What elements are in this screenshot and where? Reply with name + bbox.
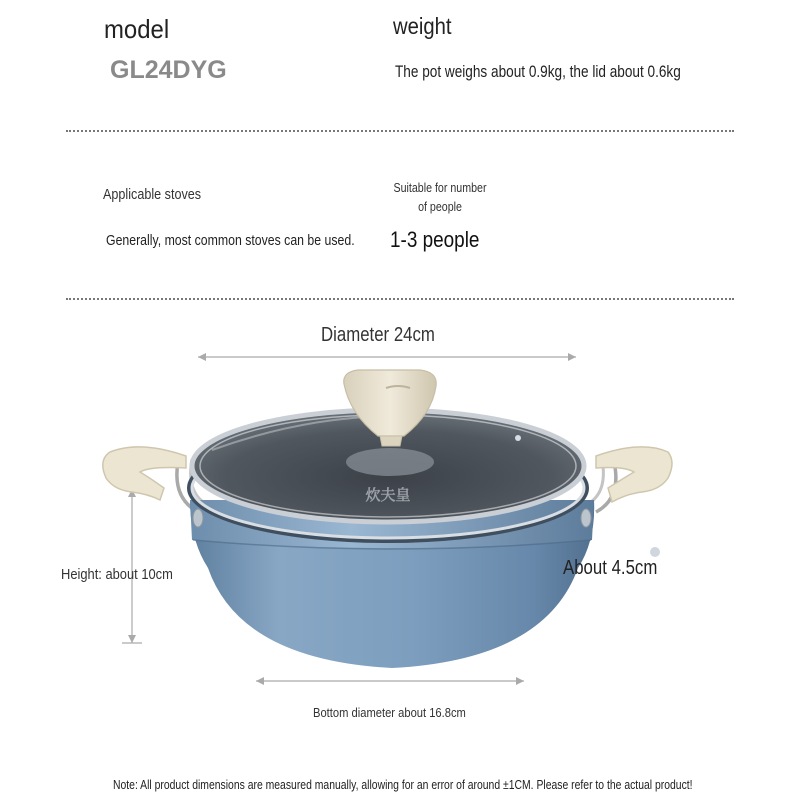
lid-brand: 炊夫皇	[365, 486, 411, 504]
weight-label: weight	[393, 13, 452, 39]
people-label-line2: of people	[418, 199, 462, 214]
stoves-value: Generally, most common stoves can be used.	[106, 232, 355, 249]
people-value: 1-3 people	[390, 227, 480, 252]
people-label-line1: Suitable for number	[393, 180, 487, 195]
height-label: Height: about 10cm	[61, 566, 173, 583]
weight-value: The pot weighs about 0.9kg, the lid about 0.6kg	[395, 62, 681, 81]
bottom-arrow	[256, 677, 524, 685]
depth-label: About 4.5cm	[563, 557, 658, 579]
measurement-note: Note: All product dimensions are measured manually, allowing for an error of around ±1CM. Please refer to the actual product!	[113, 777, 693, 792]
diameter-label: Diameter 24cm	[321, 324, 435, 346]
model-label: model	[104, 14, 170, 44]
stoves-label: Applicable stoves	[103, 186, 202, 203]
diameter-arrow	[198, 353, 576, 361]
right-handle	[588, 447, 672, 512]
model-value: GL24DYG	[110, 56, 227, 84]
bottom-diameter-label: Bottom diameter about 16.8cm	[313, 705, 466, 720]
